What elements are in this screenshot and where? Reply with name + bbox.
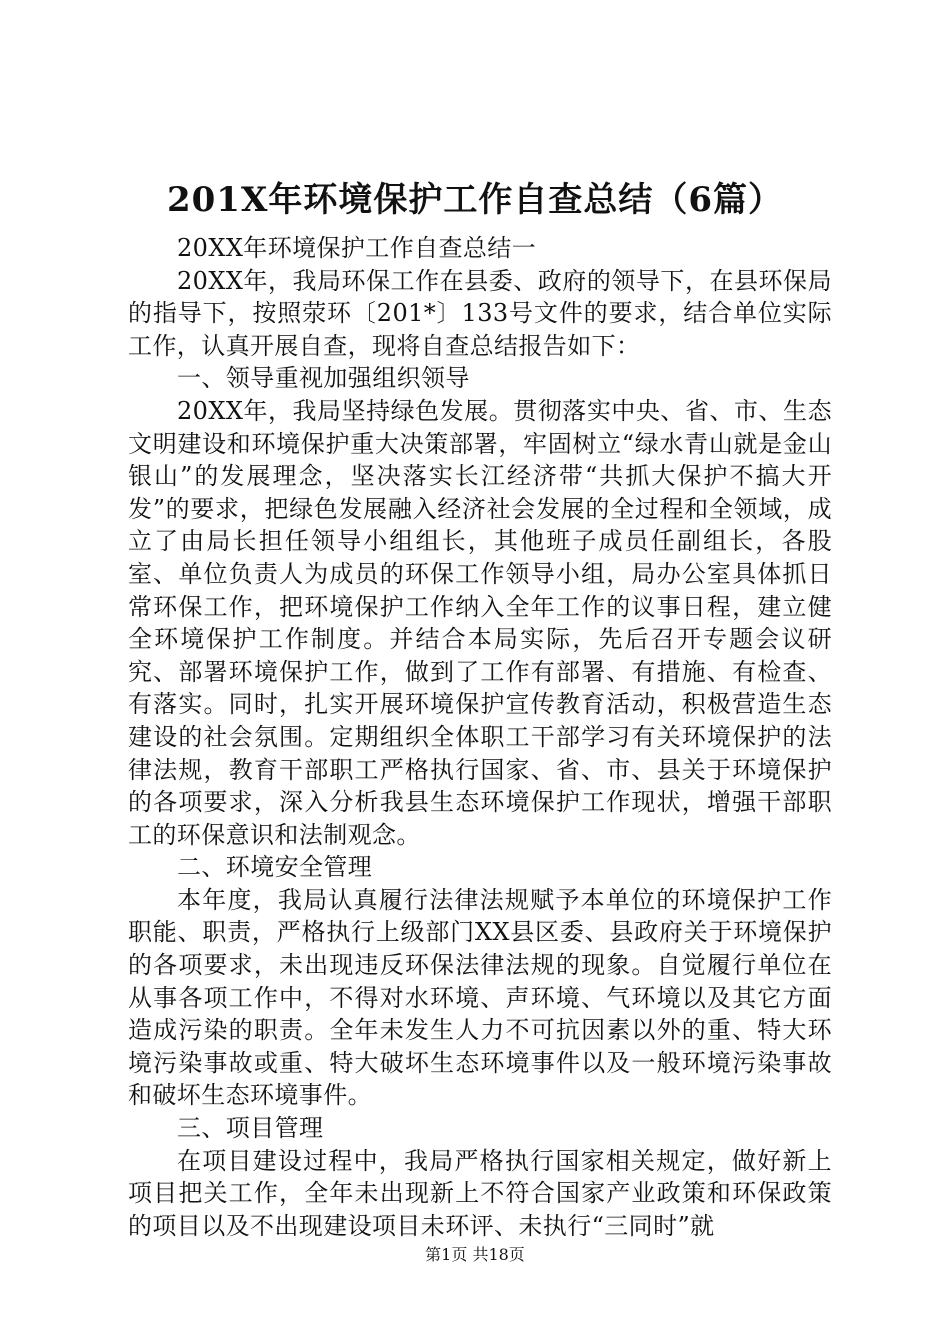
paragraph-intro: 20XX年，我局环保工作在县委、政府的领导下，在县环保局的指导下，按照荥环〔201*〕133号文件的要求，结合单位实际工作，认真开展自查，现将自查总结报告如下： xyxy=(128,266,832,360)
document-body xyxy=(128,232,832,1242)
paragraph-safety: 本年度，我局认真履行法律法规赋予本单位的环境保护工作职能、职责，严格执行上级部门XX县区委、县政府关于环境保护的各项要求，未出现违反环保法律法规的现象。自觉履行单位在从事各项工作中，不得对水环境、声环境、气环境以及其它方面造成污染的职责。全年未发生人力不可抗因素以外的重、特大环境污染事故或重、特大破坏生态环境事件以及一般环境污染事故和破坏生态环境事件。 xyxy=(128,885,832,1110)
section-heading-3: 三、项目管理 xyxy=(177,1114,324,1143)
section-heading-1: 一、领导重视加强组织领导 xyxy=(177,364,470,393)
section-heading-2: 二、环境安全管理 xyxy=(177,853,373,882)
document-title: 201X年环境保护工作自查总结（6篇） xyxy=(166,180,783,220)
paragraph-leadership: 20XX年，我局坚持绿色发展。贯彻落实中央、省、市、生态文明建设和环境保护重大决策部署，牢固树立“绿水青山就是金山银山”的发展理念，坚决落实长江经济带“共抓大保护不搞大开发”的要求，把绿色发展融入经济社会发展的全过程和全领域，成立了由局长担任领导小组组长，其他班子成员任副组长，各股室、单位负责人为成员的环保工作领导小组，局办公室具体抓日常环保工作，把环境保护工作纳入全年工作的议事日程，建立健全环境保护工作制度。并结合本局实际，先后召开专题会议研究、部署环境保护工作，做到了工作有部署、有措施、有检查、有落实。同时，扎实开展环境保护宣传教育活动，积极营造生态建设的社会氛围。定期组织全体职工干部学习有关环境保护的法律法规，教育干部职工严格执行国家、省、市、县关于环境保护的各项要求，深入分析我县生态环境保护工作现状，增强干部职工的环保意识和法制观念。 xyxy=(128,396,832,849)
section-subtitle: 20XX年环境保护工作自查总结一 xyxy=(177,234,537,262)
paragraph-projects: 在项目建设过程中，我局严格执行国家相关规定，做好新上项目把关工作，全年未出现新上不符合国家产业政策和环保政策的项目以及不出现建设项目未环评、未执行“三同时”就 xyxy=(128,1146,832,1240)
page-footer: 第1页 共18页 xyxy=(425,1245,525,1264)
